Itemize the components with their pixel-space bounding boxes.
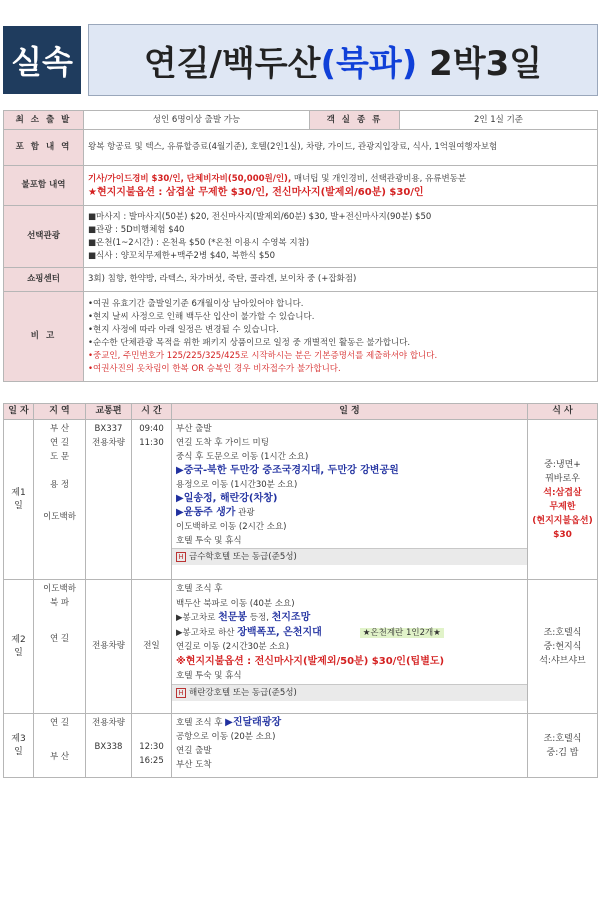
meal-option: 석:삼겹살 [543, 487, 582, 498]
day3-meals [528, 714, 598, 778]
meal: 조:호텔식 [543, 627, 582, 638]
optional-tour-list [84, 206, 598, 268]
min-departure-value: 성인 6명이상 출발 가능 [84, 111, 310, 130]
time: 16:25 [139, 756, 164, 766]
vehicle: 전용차량 [92, 438, 125, 448]
itinerary-highlight: 천문봉 [218, 612, 248, 623]
itinerary-line: 연길로 이동 (2시간30분 소요) [176, 642, 290, 652]
itinerary-highlight: ▶진달래광장 [225, 717, 282, 728]
day1-meals [528, 420, 598, 580]
room-type-label: 객 실 종 류 [310, 111, 400, 130]
product-badge: 실속 [3, 26, 81, 94]
meal: 조:호텔식 [543, 733, 582, 744]
remark-item: •순수한 단체관광 목적을 위한 패키지 상품이므로 일정 중 개별적인 활동은 불가합니다. [88, 337, 411, 348]
itinerary-line: 호텔 조식 후 [176, 584, 223, 594]
header-region: 지 역 [34, 404, 86, 420]
itinerary-highlight: ▶일송정, 해란강(차창) [176, 493, 278, 504]
day2-regions [34, 580, 86, 714]
vehicle: 전용차량 [92, 718, 125, 728]
day3-regions [34, 714, 86, 778]
day2-transport: 전용차량 [86, 580, 132, 714]
info-row-remarks [4, 292, 598, 382]
itinerary-highlight: ▶윤동주 생가 [176, 507, 236, 518]
day1-itinerary [172, 420, 528, 580]
itinerary-line: 호텔 투숙 및 휴식 [176, 671, 242, 681]
day1-transport [86, 420, 132, 580]
day1-times [132, 420, 172, 580]
day2-hotel [172, 684, 527, 702]
optional-hotspring: ■온천(1~2시간) : 온천욕 $50 (*온천 이용시 수영복 지참) [88, 237, 310, 248]
hotspring-egg-note: ★온천계란 1인2개★ [360, 628, 444, 638]
itinerary-line: 부산 도착 [176, 760, 212, 770]
header-day: 일 자 [4, 404, 34, 420]
region: 용 정 [49, 480, 70, 490]
schedule-header-row [4, 404, 598, 420]
info-row-excludes [4, 166, 598, 206]
header-transport: 교통편 [86, 404, 132, 420]
title-right: 2박3일 [429, 43, 543, 84]
shopping-label: 쇼핑센터 [4, 268, 84, 292]
day3-row [4, 714, 598, 778]
day1-row [4, 420, 598, 580]
itinerary-line: 연길 도착 후 가이드 미팅 [176, 438, 269, 448]
itinerary-line: 관광 [235, 508, 255, 518]
meal: 중:김 밥 [546, 747, 579, 758]
itinerary-line: 연길 출발 [176, 746, 212, 756]
meal-option: 무제한 [549, 501, 576, 512]
optional-tour: ■관광 : 5D비행체험 $40 [88, 224, 185, 235]
time: 09:40 [139, 424, 164, 434]
hotel-icon: H [176, 688, 186, 698]
itinerary-line: 중식 후 도문으로 이동 (1시간 소요) [176, 452, 309, 462]
hotel-name: 해란강호텔 또는 동급(준5성) [189, 687, 297, 698]
meal-option: (현지지불옵션) [532, 515, 593, 526]
itinerary-line: 등정, [247, 613, 272, 623]
excludes-fees: 기사/가이드경비 $30/인, 단체비자비(50,000원/인), [88, 173, 292, 184]
optional-meal: ■식사 : 양꼬치무제한+맥주2병 $40, 북한식 $50 [88, 250, 276, 261]
day3-times [132, 714, 172, 778]
title-left: 연길/백두산 [143, 43, 321, 84]
day2-row [4, 580, 598, 714]
info-row-shopping [4, 268, 598, 292]
remark-item: •현지 날씨 사정으로 인해 백두산 입산이 불가할 수 있습니다. [88, 311, 315, 322]
day2-label: 제2일 [4, 580, 34, 714]
meal: 중:냉면+ [544, 459, 581, 470]
region: 도 문 [49, 452, 70, 462]
remark-item: •현지 사정에 따라 아래 일정은 변경될 수 있습니다. [88, 324, 279, 335]
itinerary-line: 백두산 북파로 이동 (40분 소요) [176, 598, 295, 609]
day2-meals [528, 580, 598, 714]
info-row-optional [4, 206, 598, 268]
day2-itinerary [172, 580, 528, 714]
time: 11:30 [139, 438, 164, 448]
meal: 석:샤브샤브 [539, 655, 586, 666]
day3-transport [86, 714, 132, 778]
info-row-includes [4, 130, 598, 166]
day1-label: 제1일 [4, 420, 34, 580]
schedule-table [3, 403, 598, 778]
remarks-label: 비 고 [4, 292, 84, 382]
region: 부 산 [49, 752, 70, 762]
itinerary-line: 호텔 투숙 및 휴식 [176, 536, 242, 546]
day1-regions [34, 420, 86, 580]
header-meals: 식 사 [528, 404, 598, 420]
itinerary-line: 부산 출발 [176, 424, 212, 434]
info-table [3, 110, 598, 382]
day1-hotel [172, 548, 527, 565]
header-itinerary: 일 정 [172, 404, 528, 420]
itinerary-line: 용정으로 이동 (1시간30분 소요) [176, 480, 298, 490]
title-mid: (북파) [320, 43, 418, 84]
shopping-value: 3회) 침향, 한약방, 라텍스, 차가버섯, 죽탄, 콜라겐, 보이차 중 (+잡화점) [84, 268, 598, 292]
page-title [88, 24, 598, 96]
room-type-value: 2인 1실 기준 [400, 111, 598, 130]
excludes-label: 불포함 내역 [4, 166, 84, 206]
min-departure-label: 최 소 출 발 [4, 111, 84, 130]
header-time: 시 간 [132, 404, 172, 420]
hotel-name: 금수학호텔 또는 동급(준5성) [189, 552, 297, 562]
itinerary-highlight: ▶중국-북한 두만강 중조국경지대, 두만강 강변공원 [176, 465, 399, 476]
day3-itinerary [172, 714, 528, 778]
region: 이도백하 [43, 512, 76, 522]
remark-item-warning: •중교인, 주민번호가 125/225/325/425로 시작하시는 분은 기본증명서를 제출하셔야 합니다. [88, 350, 438, 361]
itinerary-line: 호텔 조식 후 [176, 718, 226, 728]
itinerary-line: 이도백하로 이동 (2시간 소요) [176, 522, 287, 532]
region: 이도백하 [43, 584, 76, 594]
region: 연 길 [49, 438, 70, 448]
itinerary-highlight: 장백폭포, 온천지대 [237, 626, 322, 638]
optional-massage: ■마사지 : 발마사지(50분) $20, 전신마사지(발제외/60분) $30, 발+전신마사지(90분) $50 [88, 211, 432, 222]
region: 연 길 [49, 718, 70, 728]
day3-label: 제3일 [4, 714, 34, 778]
info-row-departure [4, 111, 598, 130]
excludes-value [84, 166, 598, 206]
region: 북 파 [49, 598, 70, 608]
remark-item: •여권 유효기간 출발일기준 6개월이상 남아있어야 합니다. [88, 298, 304, 309]
day2-time: 전일 [132, 580, 172, 714]
region: 부 산 [49, 424, 70, 434]
excludes-others: 매너팁 및 개인경비, 선택관광비용, 유류변동분 [291, 173, 467, 184]
remarks-list [84, 292, 598, 382]
meal: 중:현지식 [543, 641, 582, 652]
flight-number: BX337 [94, 424, 123, 434]
title-row [0, 22, 600, 102]
meal: 꿔바로우 [545, 473, 580, 484]
includes-label: 포 함 내 역 [4, 130, 84, 166]
remark-item-warning: •여권사진의 옷차림이 한복 OR 승복인 경우 비자접수가 불가합니다. [88, 363, 341, 374]
flight-number: BX338 [94, 742, 123, 752]
meal-option: $30 [553, 529, 572, 540]
itinerary-line: 공항으로 이동 (20분 소요) [176, 732, 276, 742]
optional-tour-label: 선택관광 [4, 206, 84, 268]
hotel-icon: H [176, 552, 186, 562]
itinerary-highlight: 천지조망 [271, 612, 311, 623]
includes-value: 왕복 항공료 및 텍스, 유류할증료(4월기준), 호텔(2인1실), 차량, 가이드, 관광지입장료, 식사, 1억원여행자보험 [84, 130, 598, 166]
time: 12:30 [139, 742, 164, 752]
region: 연 길 [49, 634, 70, 644]
excludes-local-option: ★현지지불옵션 : 삼겹살 무제한 $30/인, 전신마사지(발제외/60분) $30/인 [88, 186, 424, 198]
itinerary-line: ▶봉고차로 하산 [176, 627, 238, 638]
local-option: ※현지지불옵션 : 전신마사지(발제외/50분) $30/인(팁별도) [176, 655, 445, 667]
itinerary-line: ▶봉고차로 [176, 613, 219, 623]
